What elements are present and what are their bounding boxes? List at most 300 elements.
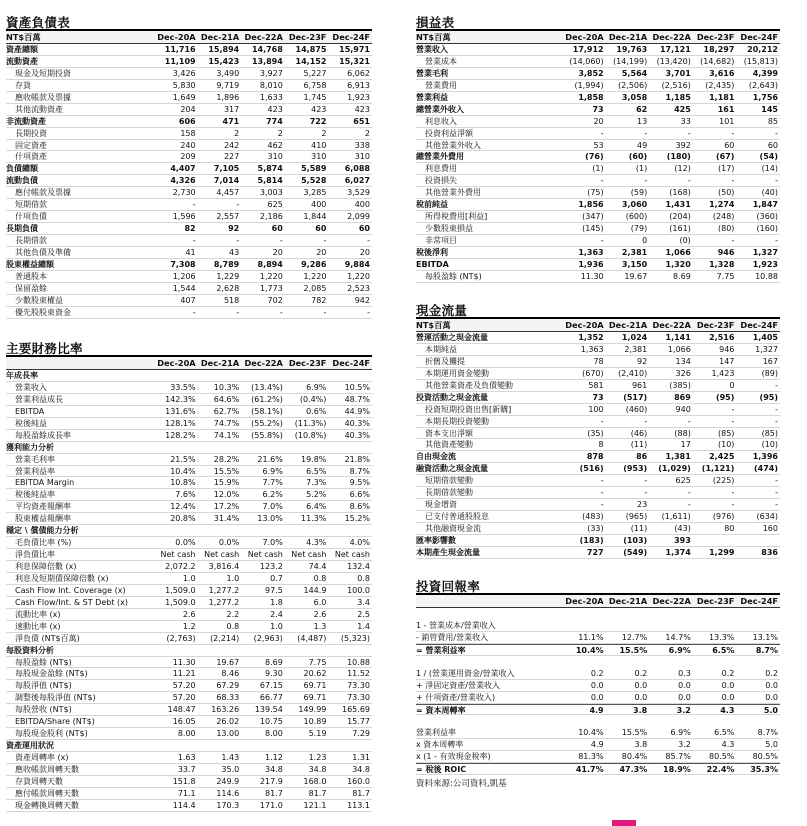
column-header: Dec-24F xyxy=(332,358,370,368)
cell-value: 0.0% xyxy=(218,538,240,548)
row-label: 毛負債比率 (%) xyxy=(15,538,72,548)
unit-label: NT$百萬 xyxy=(416,320,451,330)
cell-value: - xyxy=(236,307,240,317)
cell-value: 0.8 xyxy=(226,621,240,631)
cell-value: 12.7% xyxy=(621,632,648,642)
data-row xyxy=(6,454,372,466)
cell-value: 160.0 xyxy=(347,776,370,786)
cell-value: 10.4% xyxy=(578,728,604,738)
cell-value: 4.9 xyxy=(590,740,604,750)
cell-value: 0.0 xyxy=(678,680,691,690)
cell-value: (50) xyxy=(717,188,735,198)
row-label: 營業利益率 xyxy=(416,728,456,738)
cell-value: - xyxy=(775,476,778,486)
cell-value: 14,875 xyxy=(295,45,327,54)
cell-value: 8.7% xyxy=(757,728,778,738)
column-header: Dec-22A xyxy=(652,596,691,606)
cell-value: 15,423 xyxy=(208,56,240,66)
section-row xyxy=(6,370,372,382)
cell-value: - xyxy=(323,307,327,317)
cell-value: - xyxy=(236,200,240,210)
cell-value: (46) xyxy=(630,428,648,438)
cell-value: 3,426 xyxy=(172,68,196,78)
cell-value: 0.0 xyxy=(721,692,735,702)
cell-value: - xyxy=(600,500,604,510)
data-row xyxy=(416,211,780,223)
cell-value: 1,923 xyxy=(347,92,370,102)
cell-value: 2,072.2 xyxy=(165,562,196,571)
data-row xyxy=(416,439,780,451)
cell-value: 11,109 xyxy=(164,56,196,66)
cell-value xyxy=(649,656,693,668)
cell-value: 21.5% xyxy=(170,454,196,464)
cell-value xyxy=(693,656,737,668)
cell-value: 158 xyxy=(180,128,196,138)
data-row xyxy=(6,271,372,283)
cell-value: 7.75 xyxy=(716,271,735,281)
data-row xyxy=(416,499,780,511)
data-row xyxy=(416,739,780,751)
cell-value: 1,405 xyxy=(752,333,778,342)
row-label: 流動比率 (x) xyxy=(15,609,61,619)
cell-value: 581 xyxy=(588,380,604,390)
cell-value: 44.9% xyxy=(344,406,370,416)
cell-value: 7,308 xyxy=(170,259,196,269)
table-header xyxy=(416,319,780,332)
cell-value: 1,277.2 xyxy=(208,597,240,607)
cell-value xyxy=(241,525,285,536)
cell-value: 400 xyxy=(311,200,327,210)
cell-value: 114.4 xyxy=(172,800,196,810)
cell-value: (95) xyxy=(715,392,735,402)
table-header xyxy=(6,357,372,370)
cell-value: 3,058 xyxy=(621,92,648,102)
cell-value: - xyxy=(192,236,196,245)
row-label: 保留盈餘 xyxy=(15,283,47,293)
cell-value: 4.3 xyxy=(720,705,735,715)
cell-value: 16.05 xyxy=(172,717,196,727)
cell-value: Net cash xyxy=(291,550,327,560)
cell-value: 64.6% xyxy=(213,394,240,404)
cell-value: 7.0% xyxy=(262,502,283,512)
cell-value: 392 xyxy=(675,140,691,150)
cell-value: 722 xyxy=(309,116,327,126)
cell-value: 1,396 xyxy=(752,452,778,462)
cell-value: (474) xyxy=(753,464,778,474)
row-label: 普通股本 xyxy=(15,271,47,281)
cell-value: 836 xyxy=(761,547,778,557)
cell-value: (11.3%) xyxy=(294,418,327,428)
cell-value: (58.1%) xyxy=(251,406,283,416)
cell-value: 19,763 xyxy=(616,45,648,54)
section-row xyxy=(416,44,780,56)
cell-value: 1,544 xyxy=(172,283,196,293)
data-row xyxy=(416,187,780,199)
cell-value: 13 xyxy=(637,116,648,126)
row-label: EBITDA xyxy=(15,406,45,416)
row-label: x 資本周轉率 xyxy=(416,740,464,750)
cell-value: (14,682) xyxy=(700,56,735,66)
cell-value: 6.0 xyxy=(313,597,327,607)
data-row xyxy=(6,704,372,716)
row-label: 其他營業外收入 xyxy=(425,140,481,150)
row-label: 長期借款變動 xyxy=(425,488,473,498)
section-row xyxy=(416,463,780,475)
cell-value: 14,152 xyxy=(295,56,327,66)
cell-value: 92 xyxy=(637,356,648,366)
data-row xyxy=(6,283,372,295)
row-label: 每股營收 (NT$) xyxy=(15,705,72,715)
cell-value: 11.30 xyxy=(580,271,604,281)
cell-value: 139.54 xyxy=(254,705,283,715)
cell-value: 80.5% xyxy=(752,752,778,762)
row-label: EBITDA Margin xyxy=(15,478,75,488)
data-row xyxy=(416,511,780,523)
section-row xyxy=(416,547,780,559)
cell-value: 1.2 xyxy=(182,621,196,631)
cell-value: 57.20 xyxy=(172,681,196,691)
cell-value: (160) xyxy=(756,224,778,234)
cell-value: - xyxy=(731,416,735,426)
cell-value: - xyxy=(775,176,778,186)
cell-value: 518 xyxy=(223,295,240,305)
cell-value: (549) xyxy=(623,547,648,557)
row-label: 優先股股東資金 xyxy=(15,307,71,317)
cell-value: 625 xyxy=(675,476,691,486)
cell-value: 1,024 xyxy=(621,333,648,342)
data-row xyxy=(6,128,372,140)
section-row xyxy=(416,704,780,716)
cell-value: 1,856 xyxy=(578,200,604,210)
data-row xyxy=(6,235,372,247)
row-label: 資產周轉率 (x) xyxy=(15,753,69,762)
cell-value xyxy=(649,608,693,620)
cell-value: 326 xyxy=(675,368,691,378)
cell-value: 35.3% xyxy=(750,765,778,775)
cell-value: 60 xyxy=(358,224,370,234)
cell-value: (11) xyxy=(630,524,648,533)
cell-value: 40.3% xyxy=(344,430,370,440)
cell-value xyxy=(328,442,372,453)
roic-panel xyxy=(416,578,780,790)
cell-value: 167 xyxy=(762,356,778,366)
cell-value: (43) xyxy=(674,524,691,533)
row-label: 本期運用資金變動 xyxy=(425,368,489,378)
cell-value: 73 xyxy=(592,392,604,402)
data-row xyxy=(6,657,372,669)
cell-value: 2,628 xyxy=(216,283,240,293)
data-row xyxy=(416,680,780,692)
data-row xyxy=(6,489,372,501)
cell-value: (600) xyxy=(625,212,648,222)
cell-value: 7,014 xyxy=(213,176,240,186)
cell-value: (248) xyxy=(712,212,735,222)
cell-value: 35.0 xyxy=(221,764,240,774)
cell-value: 782 xyxy=(311,295,327,305)
cell-value: 2 xyxy=(364,128,370,138)
cell-value: (13.4%) xyxy=(251,382,283,392)
cell-value: 1,320 xyxy=(665,259,691,269)
cell-value: 7.29 xyxy=(352,729,370,739)
cell-value: 34.8 xyxy=(265,764,283,774)
cell-value xyxy=(285,525,329,536)
data-row xyxy=(6,104,372,116)
column-header: Dec-21A xyxy=(608,32,648,42)
cell-value: 8.6% xyxy=(349,502,370,512)
data-row xyxy=(416,356,780,368)
cell-value xyxy=(606,608,650,620)
cell-value: 17.2% xyxy=(213,502,240,512)
cell-value: - xyxy=(687,488,691,498)
cell-value: 6.5% xyxy=(712,645,735,655)
cell-value: - xyxy=(687,128,691,138)
cell-value: 10.89 xyxy=(303,717,327,727)
cell-value: 69.71 xyxy=(303,681,327,691)
cell-value: 5.19 xyxy=(308,729,327,739)
cell-value: 606 xyxy=(178,116,196,126)
cell-value: 3,529 xyxy=(347,188,370,198)
cell-value: 15.2% xyxy=(344,514,370,524)
cell-value: 1,220 xyxy=(303,271,327,281)
column-header: Dec-24F xyxy=(740,596,778,606)
cell-value: 1.31 xyxy=(352,753,370,762)
cell-value: - xyxy=(775,236,778,245)
row-label: 利息費用 xyxy=(425,164,457,174)
cell-value: Net cash xyxy=(334,550,370,560)
unit-label: NT$百萬 xyxy=(416,32,451,42)
data-row xyxy=(6,716,372,728)
section-row xyxy=(6,259,372,271)
row-label: Cash Flow/Int. & ST Debt (x) xyxy=(15,597,128,607)
cell-value: 11.1% xyxy=(578,632,604,642)
cell-value: - xyxy=(644,476,648,486)
cell-value: 60 xyxy=(315,224,327,234)
roic-title: 投資回報率 xyxy=(416,578,780,595)
cell-value: 0.2 xyxy=(765,668,778,678)
cell-value: 1,141 xyxy=(665,333,691,342)
cell-value: 5,830 xyxy=(172,80,196,90)
data-row xyxy=(416,487,780,499)
cell-value: 1,066 xyxy=(665,247,691,257)
cell-value: 1,423 xyxy=(711,368,735,378)
cell-value: (183) xyxy=(579,535,604,545)
row-label: 負債總額 xyxy=(6,164,38,174)
section-row xyxy=(416,92,780,104)
cell-value: 0.2 xyxy=(721,668,735,678)
cell-value: 2,186 xyxy=(259,212,283,222)
cell-value: 940 xyxy=(675,404,691,414)
cell-value: 7.75 xyxy=(308,657,327,667)
cell-value: 6.9% xyxy=(668,645,691,655)
cell-value: 73 xyxy=(592,104,604,114)
cell-value: 66.77 xyxy=(259,693,283,703)
column-header: Dec-21A xyxy=(200,358,240,368)
column-header: Dec-21A xyxy=(608,320,648,330)
source-note: 資料來源:公司資料,凱基 xyxy=(416,779,507,790)
cell-value: (5,323) xyxy=(340,633,370,643)
cell-value xyxy=(562,608,606,620)
column-header: Dec-21A xyxy=(200,32,240,42)
data-row xyxy=(416,692,780,704)
cell-value: 8 xyxy=(598,440,604,450)
data-row xyxy=(6,800,372,812)
cell-value: 0.0 xyxy=(678,692,691,702)
cell-value: 73.30 xyxy=(347,681,370,691)
cell-value: 0.6% xyxy=(306,406,327,416)
cell-value: 6.9% xyxy=(306,382,327,392)
row-label: 股東權益總額 xyxy=(6,259,54,269)
cell-value: - xyxy=(775,380,778,390)
cell-value: 1,431 xyxy=(665,200,691,210)
cell-value xyxy=(154,442,198,453)
section-row xyxy=(6,223,372,235)
row-label: 營業收入 xyxy=(15,382,47,392)
cell-value: (10) xyxy=(717,440,735,450)
cell-value: 3,150 xyxy=(621,259,648,269)
cell-value: 48.7% xyxy=(344,394,370,404)
cell-value: 5,564 xyxy=(621,68,648,78)
data-row xyxy=(416,428,780,440)
cell-value: (15,813) xyxy=(743,56,778,66)
cell-value xyxy=(562,715,606,727)
data-row xyxy=(416,116,780,128)
cell-value: 1.12 xyxy=(265,753,283,762)
cell-value xyxy=(241,740,285,751)
row-label: EBITDA xyxy=(416,259,449,269)
data-row xyxy=(6,668,372,680)
cell-value: 10.88 xyxy=(347,657,370,667)
cell-value: 5.2% xyxy=(306,490,327,500)
row-label: 淨負債 (NT$百萬) xyxy=(15,633,80,643)
row-label: 營業利益率 xyxy=(15,466,55,476)
cell-value: 121.1 xyxy=(303,800,327,810)
cell-value: 1,066 xyxy=(667,344,691,354)
cell-value: 11.30 xyxy=(172,657,196,667)
cell-value: 651 xyxy=(353,116,370,126)
cell-value: 53 xyxy=(593,140,604,150)
cell-value xyxy=(649,715,693,727)
data-row xyxy=(6,609,372,621)
cell-value: 6.4% xyxy=(306,502,327,512)
cell-value: 20 xyxy=(272,247,283,257)
data-row xyxy=(416,632,780,644)
cell-value: 8.00 xyxy=(177,729,196,739)
cell-value: 22.4% xyxy=(706,765,735,775)
row-label: 少數股東損益 xyxy=(425,224,473,234)
cell-value: 12.4% xyxy=(170,502,196,512)
cell-value: 149.99 xyxy=(298,705,327,715)
data-row xyxy=(416,344,780,356)
cell-value: 21.8% xyxy=(344,454,370,464)
data-row xyxy=(416,608,780,620)
cell-value xyxy=(736,535,780,546)
cell-value: 317 xyxy=(223,104,240,114)
cell-value: 80 xyxy=(724,524,735,533)
cell-value: 1,844 xyxy=(303,212,327,222)
cell-value: 1,596 xyxy=(172,212,196,222)
row-label: 短期借款 xyxy=(15,200,47,210)
cell-value: (89) xyxy=(761,368,778,378)
cell-value: 40.3% xyxy=(344,418,370,428)
data-row xyxy=(416,128,780,140)
cell-value: 6,913 xyxy=(347,80,370,90)
section-row xyxy=(416,104,780,116)
cell-value: 20.62 xyxy=(303,669,327,679)
row-label: 稅後淨利 xyxy=(416,247,448,257)
cell-value: - xyxy=(775,416,778,426)
row-label: 長期負債 xyxy=(6,224,38,234)
cell-value: (103) xyxy=(623,535,648,545)
cell-value: 57.20 xyxy=(172,693,196,703)
cell-value: (225) xyxy=(712,476,735,486)
cell-value: 2.4 xyxy=(270,609,283,619)
row-label xyxy=(416,715,562,727)
row-label: 總營業外收入 xyxy=(416,104,464,114)
data-row xyxy=(6,430,372,442)
cell-value: 3,490 xyxy=(216,68,240,78)
cell-value: 151.8 xyxy=(172,776,196,786)
row-label: 其他資產變動 xyxy=(425,440,473,450)
cell-value: 1,299 xyxy=(709,547,735,557)
cell-value: (14,199) xyxy=(612,56,648,66)
cell-value: (79) xyxy=(630,224,648,234)
row-label: 投資活動之現金流量 xyxy=(416,392,488,402)
data-row xyxy=(6,585,372,597)
cell-value: Net cash xyxy=(247,550,283,560)
cell-value: 0 xyxy=(729,380,735,390)
cell-value: 6.9% xyxy=(670,728,691,738)
cell-value: 15,321 xyxy=(339,56,370,66)
cell-value: (88) xyxy=(674,428,691,438)
row-label: Cash Flow Int. Coverage (x) xyxy=(15,585,126,595)
cell-value: 43 xyxy=(229,247,240,257)
cell-value: 8,789 xyxy=(213,259,240,269)
cell-value: 1,181 xyxy=(709,92,735,102)
cell-value: 240 xyxy=(180,140,196,150)
cell-value: 68.33 xyxy=(216,693,240,703)
cell-value: 6.5% xyxy=(306,466,327,476)
cell-value: 160 xyxy=(762,524,778,533)
cell-value: 869 xyxy=(674,392,691,402)
row-label: 應收帳款及票據 xyxy=(15,92,71,102)
cell-value xyxy=(736,620,780,631)
cell-value: 702 xyxy=(267,295,283,305)
cell-value: 67.15 xyxy=(259,681,283,691)
cell-value: 15.5% xyxy=(619,645,648,655)
row-label: 年成長率 xyxy=(6,371,38,380)
cell-value: 60 xyxy=(271,224,283,234)
cell-value xyxy=(736,715,780,727)
cell-value: 425 xyxy=(674,104,691,114)
cell-value: 6.5% xyxy=(714,728,735,738)
row-label: 投資損失 xyxy=(425,176,457,186)
section-row xyxy=(6,163,372,175)
cell-value: 217.9 xyxy=(259,776,283,786)
row-label: - 銷管費用/營業收入 xyxy=(416,632,489,642)
cell-value xyxy=(736,608,780,620)
cell-value: 148.47 xyxy=(167,705,196,715)
row-label: 本期產生現金流量 xyxy=(416,547,480,557)
cell-value: (516) xyxy=(579,464,604,474)
row-label: 投資短期投資出售[新購] xyxy=(425,404,512,414)
cell-value xyxy=(285,370,329,381)
cell-value: (40) xyxy=(761,188,778,198)
data-row xyxy=(6,418,372,430)
cell-value: 310 xyxy=(311,152,327,162)
cell-value: 28.2% xyxy=(213,454,240,464)
data-row xyxy=(416,668,780,680)
row-label: 營業利益 xyxy=(416,92,448,102)
